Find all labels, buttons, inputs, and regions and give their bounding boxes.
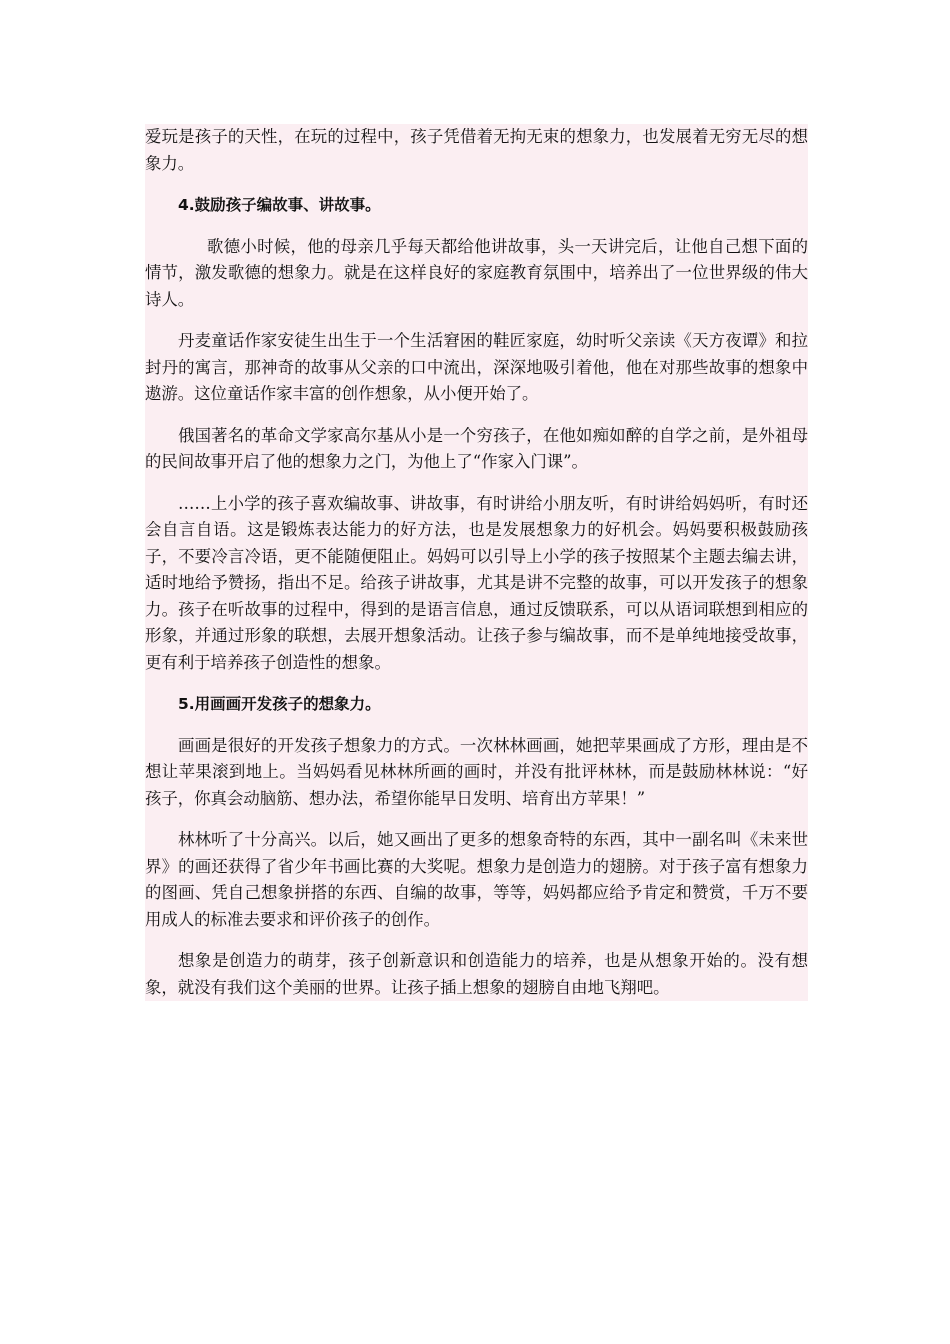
paragraph-goethe: 歌德小时候，他的母亲几乎每天都给他讲故事，头一天讲完后，让他自己想下面的情节，激发歌德的想象力。就是在这样良好的家庭教育氛围中，培养出了一位世界级的伟大诗人。 — [145, 236, 808, 309]
paragraph-intro: 爱玩是孩子的天性，在玩的过程中，孩子凭借着无拘无束的想象力，也发展着无穷无尽的想象力。 — [145, 127, 808, 173]
paragraph-andersen: 丹麦童话作家安徒生出生于一个生活窘困的鞋匠家庭，幼时听父亲读《天方夜谭》和拉封丹的寓言，那神奇的故事从父亲的口中流出，深深地吸引着他，他在对那些故事的想象中遨游。这位童话作家丰富的创作想象，从小便开始了。 — [145, 331, 808, 403]
paragraph-gorky: 俄国著名的革命文学家高尔基从小是一个穷孩子，在他如痴如醉的自学之前，是外祖母的民间故事开启了他的想象力之门，为他上了“作家入门课”。 — [145, 425, 808, 471]
paragraph-linlin: 林林听了十分高兴。以后，她又画出了更多的想象奇特的东西，其中一副名叫《未来世界》的画还获得了省少年书画比赛的大奖呢。想象力是创造力的翅膀。对于孩子富有想象力的图画、凭自己想象拼搭的东西、自编的故事，等等，妈妈都应给予肯定和赞赏，千万不要用成人的标准去要求和评价孩子的创作。 — [145, 830, 808, 929]
document-body — [145, 124, 808, 1001]
paragraph-storytelling: ……上小学的孩子喜欢编故事、讲故事，有时讲给小朋友听，有时讲给妈妈听，有时还会自言自语。这是锻炼表达能力的好方法，也是发展想象力的好机会。妈妈要积极鼓励孩子，不要冷言冷语，更不能随便阻止。妈妈可以引导上小学的孩子按照某个主题去编去讲，适时地给予赞扬，指出不足。给孩子讲故事，尤其是讲不完整的故事，可以开发孩子的想象力。孩子在听故事的过程中，得到的是语言信息，通过反馈联系，可以从语词联想到相应的形象，并通过形象的联想，去展开想象活动。让孩子参与编故事，而不是单纯地接受故事，更有利于培养孩子创造性的想象。 — [145, 493, 808, 672]
paragraph-conclusion: 想象是创造力的萌芽，孩子创新意识和创造能力的培养，也是从想象开始的。没有想象，就没有我们这个美丽的世界。让孩子插上想象的翅膀自由地飞翔吧。 — [145, 951, 808, 997]
paragraph-drawing: 画画是很好的开发孩子想象力的方式。一次林林画画，她把苹果画成了方形，理由是不想让苹果滚到地上。当妈妈看见林林所画的画时，并没有批评林林，而是鼓励林林说：“好孩子，你真会动脑筋、想办法，希望你能早日发明、培育出方苹果！” — [145, 735, 808, 808]
section-heading-5: 5.用画画开发孩子的想象力。 — [178, 695, 381, 713]
section-heading-4: 4.鼓励孩子编故事、讲故事。 — [178, 196, 381, 214]
